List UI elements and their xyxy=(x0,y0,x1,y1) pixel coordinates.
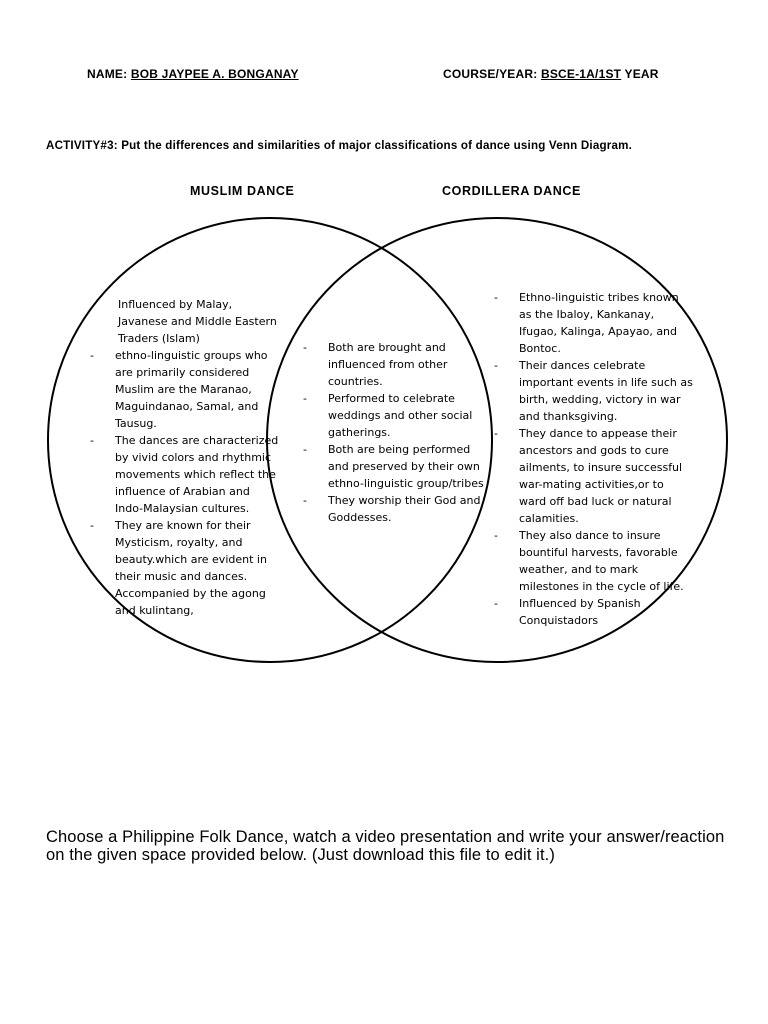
list-dash: - xyxy=(90,519,94,532)
course-suffix: YEAR xyxy=(624,67,659,81)
list-item xyxy=(90,347,280,432)
course-value: BSCE-1A/1ST xyxy=(540,67,622,81)
list-item xyxy=(303,339,493,390)
name-label: NAME: xyxy=(87,67,128,81)
list-dash: - xyxy=(303,392,307,405)
list-item-text: They dance to appease their ancestors and gods to cure ailments, to insure successful war-mating activities,or to ward off bad luck or natural calamities. xyxy=(519,427,683,525)
list-dash: - xyxy=(494,359,498,372)
list-dash: - xyxy=(303,341,307,354)
list-dash: - xyxy=(90,434,94,447)
list-item-text: Both are being performed and preserved by their own ethno-linguistic group/tribes xyxy=(328,443,484,490)
list-item xyxy=(90,517,280,619)
list-item-text: They are known for their Mysticism, royalty, and beauty.which are evident in their music and dances. Accompanied by the agong and kulintang, xyxy=(115,519,267,617)
list-item xyxy=(303,390,493,441)
list-dash: - xyxy=(494,291,498,304)
list-item-text: Performed to celebrate weddings and other social gatherings. xyxy=(328,392,473,439)
list-item xyxy=(303,492,493,526)
right-circle-title: CORDILLERA DANCE xyxy=(442,184,581,198)
list-item-text: Both are brought and influenced from other countries. xyxy=(328,341,448,388)
name-value: BOB JAYPEE A. BONGANAY xyxy=(130,67,299,81)
list-item xyxy=(494,527,694,595)
list-dash: - xyxy=(494,427,498,440)
activity-instruction: ACTIVITY#3: Put the differences and similarities of major classifications of dance using Venn Diagram. xyxy=(46,139,633,152)
reaction-instructions: Choose a Philippine Folk Dance, watch a video presentation and write your answer/reaction on the given space provided below. (Just download this file to edit it.) xyxy=(46,828,725,864)
list-dash: - xyxy=(303,494,307,507)
list-dash: - xyxy=(494,597,498,610)
right-region-text xyxy=(494,289,694,629)
left-region-text xyxy=(90,296,280,619)
list-item xyxy=(494,595,694,629)
list-item-text: Influenced by Malay, Javanese and Middle Eastern Traders (Islam) xyxy=(118,298,277,345)
list-dash: - xyxy=(303,443,307,456)
list-item-text: Influenced by Spanish Conquistadors xyxy=(519,597,641,627)
list-item xyxy=(90,432,280,517)
list-item-text: The dances are characterized by vivid colors and rhythmic movements which reflect the influence of Arabian and Indo-Malaysian cultures. xyxy=(115,434,279,515)
left-list xyxy=(90,296,280,619)
overlap-region-text xyxy=(303,339,493,526)
list-item-text: Ethno-linguistic tribes known as the Ibaloy, Kankanay, Ifugao, Kalinga, Apayao, and Bontoc. xyxy=(519,291,679,355)
list-item xyxy=(494,289,694,357)
left-circle-title: MUSLIM DANCE xyxy=(190,184,295,198)
list-item-text: Their dances celebrate important events in life such as birth, wedding, victory in war and thanksgiving. xyxy=(519,359,693,423)
course-label: COURSE/YEAR: xyxy=(443,67,538,81)
list-item-text: They worship their God and Goddesses. xyxy=(328,494,481,524)
list-item xyxy=(494,357,694,425)
list-dash: - xyxy=(494,529,498,542)
list-dash: - xyxy=(90,349,94,362)
list-item xyxy=(494,425,694,527)
list-item xyxy=(303,441,493,492)
middle-list xyxy=(303,339,493,526)
right-list xyxy=(494,289,694,629)
list-item xyxy=(90,296,280,347)
list-item-text: ethno-linguistic groups who are primarily considered Muslim are the Maranao, Maguindanao, Samal, and Tausug. xyxy=(115,349,268,430)
list-item-text: They also dance to insure bountiful harvests, favorable weather, and to mark milestones in the cycle of life. xyxy=(519,529,684,593)
